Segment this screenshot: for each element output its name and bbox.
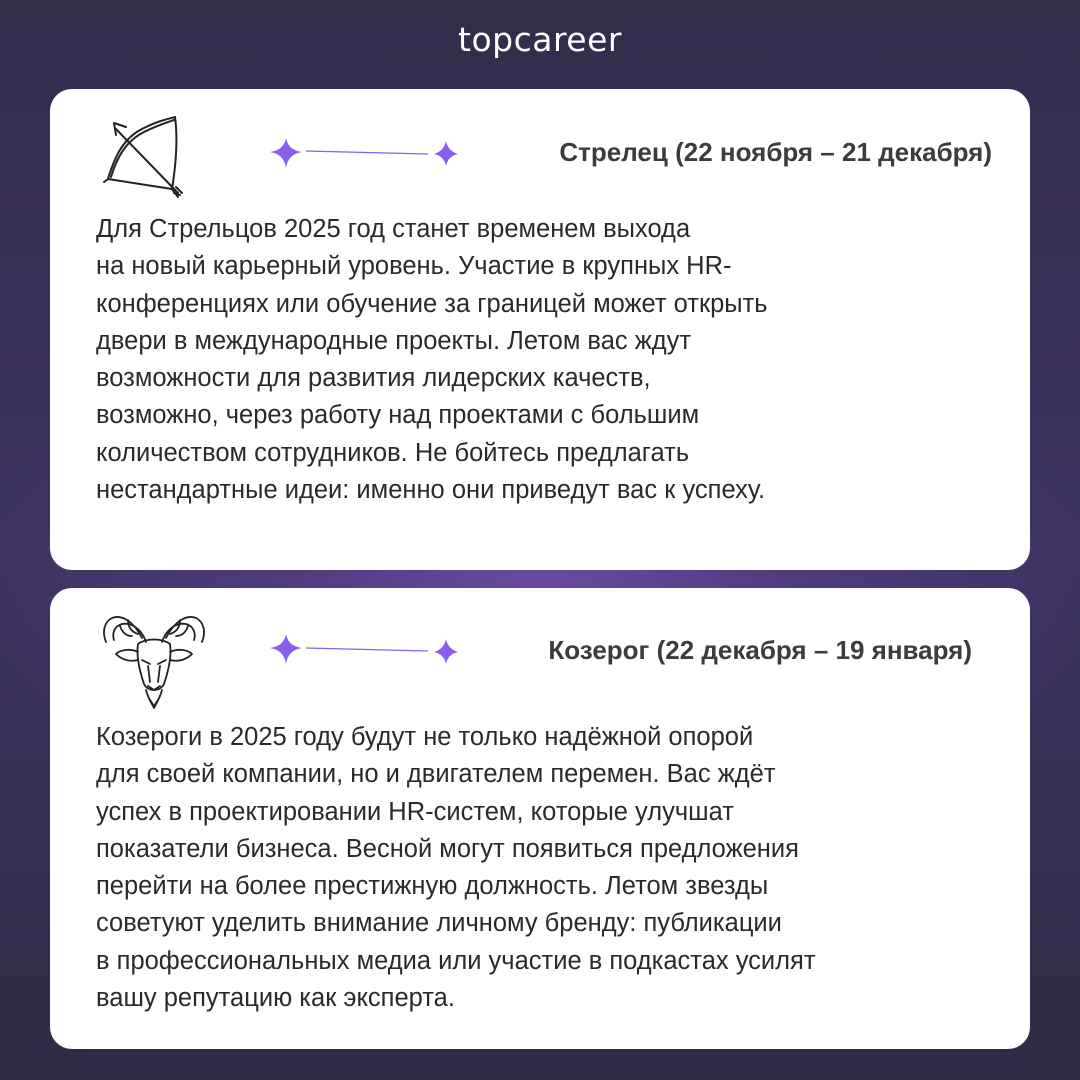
text-line: возможности для развития лидерских качеств, — [96, 364, 651, 393]
text-line: вашу репутацию как эксперта. — [96, 984, 455, 1013]
sign-description — [96, 719, 996, 1017]
text-line: успех в проектировании HR-систем, которые улучшат — [96, 797, 734, 826]
text-line: конференциях или обучение за границей может открыть — [96, 289, 768, 318]
horoscope-card-capricorn — [50, 588, 1030, 1049]
text-line: нестандартные идеи: именно они приведут вас к успеху. — [96, 476, 766, 505]
sign-description — [96, 211, 996, 509]
sign-title: Стрелец (22 ноября – 21 декабря) — [559, 137, 992, 167]
sign-title: Козерог (22 декабря – 19 января) — [548, 635, 972, 665]
text-line: возможно, через работу над проектами с большим — [96, 401, 700, 430]
text-line: на новый карьерный уровень. Участие в крупных HR- — [96, 252, 732, 281]
brand-logo: topcareer — [458, 20, 622, 59]
text-line: советуют уделить внимание личному бренду: публикации — [96, 909, 782, 938]
text-line: количеством сотрудников. Не бойтесь предлагать — [96, 438, 690, 467]
text-line: в профессиональных медиа или участие в подкастах усилят — [96, 946, 816, 975]
horoscope-card-sagittarius — [50, 89, 1030, 570]
text-line: двери в международные проекты. Летом вас ждут — [96, 326, 692, 355]
text-line: Для Стрельцов 2025 год станет временем выхода — [96, 215, 691, 243]
text-line: перейти на более престижную должность. Летом звезды — [96, 872, 769, 901]
star-line-icon — [268, 133, 463, 173]
text-line: показатели бизнеса. Весной могут появиться предложения — [96, 834, 799, 863]
text-line: для своей компании, но и двигателем перемен. Вас ждёт — [96, 760, 776, 789]
capricorn-goat-head-icon — [98, 602, 213, 712]
star-line-icon — [268, 630, 463, 670]
sagittarius-bow-arrow-icon — [102, 109, 202, 199]
text-line: Козероги в 2025 году будут не только надёжной опорой — [96, 723, 754, 751]
